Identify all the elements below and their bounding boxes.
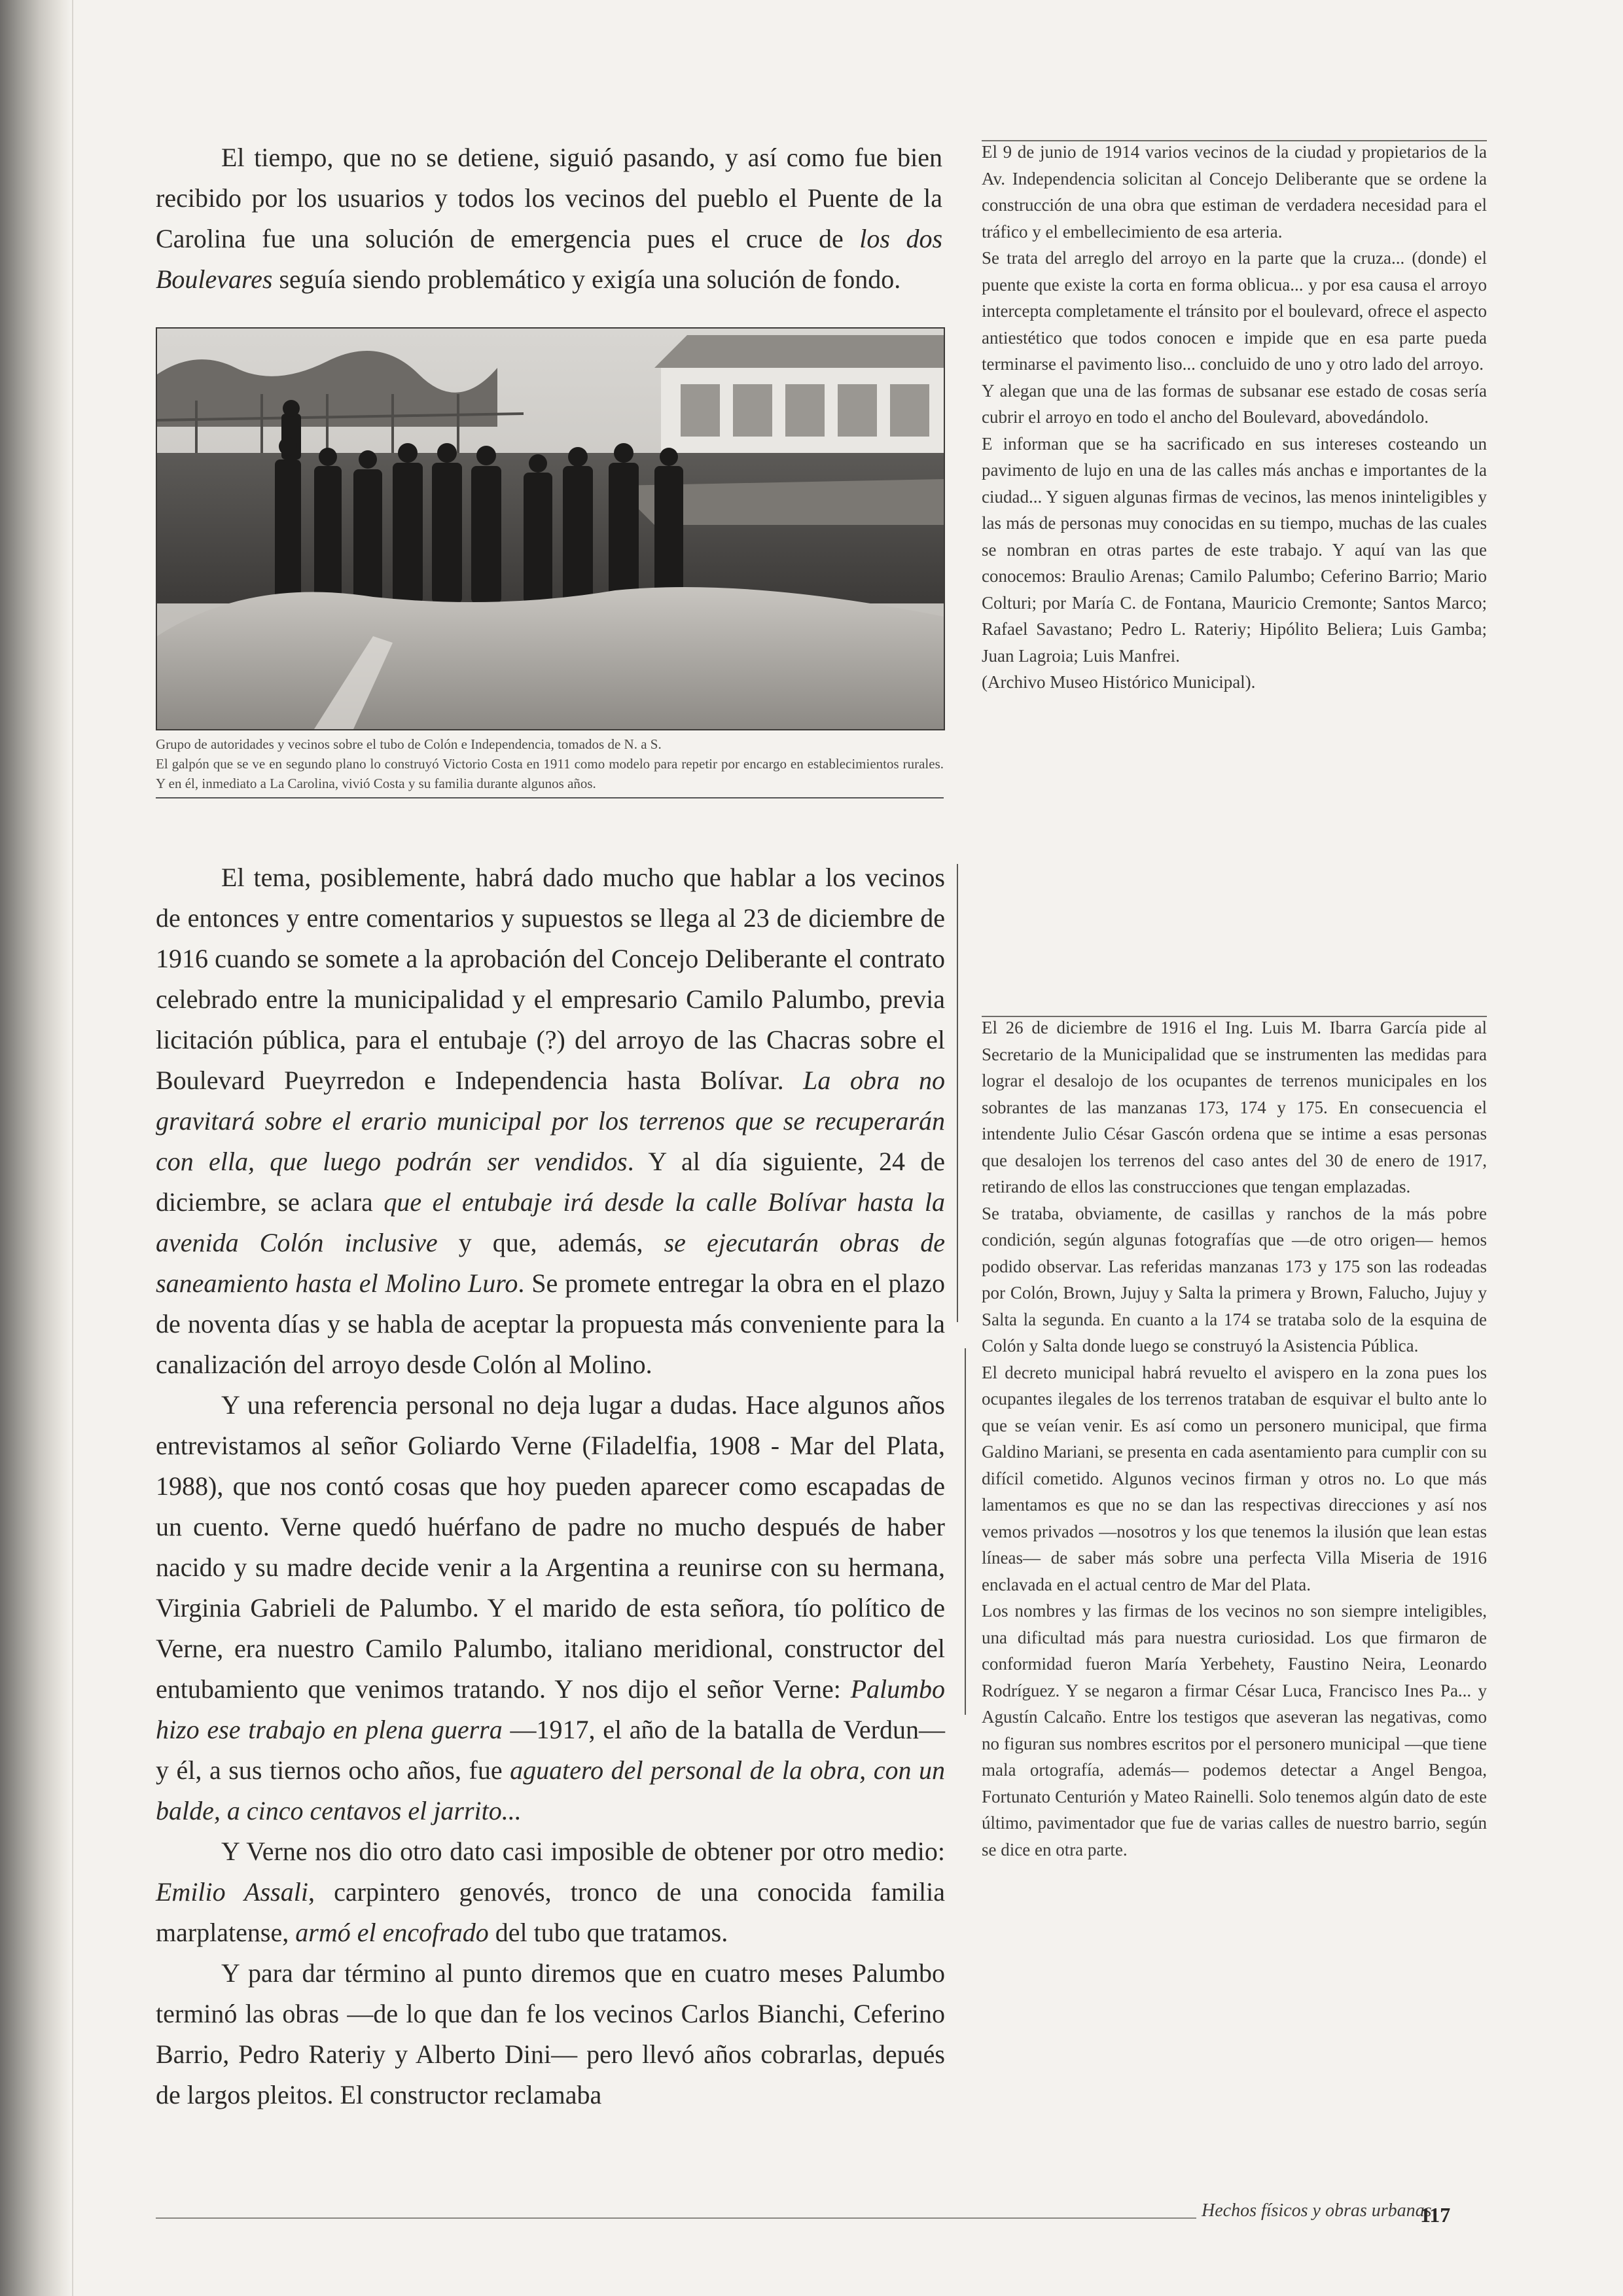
intro-italic: los dos Boulevares [156,224,943,294]
margin-bracket-2 [959,1348,966,1715]
intro-text-1: El tiempo, que no se detiene, siguió pasando, y así como fue bien recibido por los usuarios y todos los vecinos del pueblo el Puente de la Carolina fue una solución de emergencia pues el cruce de [156,143,942,253]
intro-paragraph [156,137,942,300]
sidebar-top [982,139,1487,696]
main-body [156,857,945,2115]
page-edge [72,0,73,2296]
sidebar-bottom-p3: El decreto municipal habrá revuelto el avispero en la zona pues los ocupantes ilegales de los terrenos trataban de esquivar el bulto ante lo que se veían venir. Es así como un personero municipal, que firma Galdino Mariani, se presenta en cada asentamiento para cumplir con su difícil cometido. Algunos vecinos firman y otros no. Lo que más lamentamos es que no se dan las respectivas direcciones y así nos vemos privados —nosotros y los que tenemos la ilusión que lean estas líneas— de saber más sobre una perfecta Villa Miseria de 1916 enclavada en el actual centro de Mar del Plata. [982,1362,1487,1594]
photo-illustration [157,329,944,729]
caption-line-2: El galpón que se ve en segundo plano lo construyó Victorio Costa en 1911 como modelo para repetir por encargo en establecimientos rurales. Y en él, inmediato a La Carolina, vivió Costa y su familia durante algunos años. [156,756,944,791]
main-paragraph-2: Y una referencia personal no deja lugar a dudas. Hace algunos años entrevistamos al señor Goliardo Verne (Filadelfia, 1908 - Mar del Plata, 1988), que nos contó cosas que hoy pueden aparecer como escapadas de un cuento. Verne quedó huérfano de padre no mucho después de haber nacido y su madre decide venir a la Argentina a reunirse con su hermana, Virginia Gabrieli de Palumbo. Y el marido de esta señora, tío político de Verne, era nuestro Camilo Palumbo, italiano meridional, constructor del entubamiento que venimos tratando. Y nos dijo el señor Verne: Palumbo hizo ese trabajo en plena guerra —1917, el año de la batalla de Verdun— y él, a sus tiernos ocho años, fue aguatero del personal de la obra, con un balde, a cinco centavos el jarrito... [156,1390,946,1825]
intro-text-2: seguía siendo problemático y exigía una solución de fondo. [272,264,901,294]
page-number: 117 [1420,2203,1451,2227]
sidebar-bottom-p4: Los nombres y las firmas de los vecinos no son siempre inteligibles, una dificultad más para nuestra curiosidad. Los que firmaron de conformidad fueron María Yerbehety, Faustino Neira, Leonardo Rodríguez. Y se negaron a firmar César Luca, Francisco Ines Pa... y Agustín Calcaño. Entre los testigos que aseveran las negativas, como no figuran sus nombres escritos por el personero municipal —que tiene mala ortografía, además— podemos detectar a Angel Bengoa, Fortunato Centurión y Mateo Rainelli. Solo tenemos algún dato de este último, pavimentador que fue de varias calles de nuestro barrio, según se dice en otra parte. [982,1601,1487,1859]
sidebar-top-p1: El 9 de junio de 1914 varios vecinos de la ciudad y propietarios de la Av. Independencia solicitan al Concejo Deliberante que se ordene la construcción de una obra que estiman de verdadera necesidad para el tráfico y el embellecimiento de esa arteria. [982,142,1487,242]
sidebar-top-p4: E informan que se ha sacrificado en sus intereses costeando un pavimento de lujo en una de las calles más anchas e importantes de la ciudad... Y siguen algunas firmas de vecinos, las menos ininteligibles y las más de personas muy conocidas en su tiempo, muchas de las cuales se nombran en otras partes de este trabajo. Y aquí van las que conocemos: Braulio Arenas; Camilo Palumbo; Ceferino Barrio; Mario Colturi; por María C. de Fontana, Mauricio Cremonte; Santos Marco; Rafael Savastano; Pedro L. Rateriy; Hipólito Beliera; Luis Gamba; Juan Lagroia; Luis Manfrei. [982,433,1487,666]
main-paragraph-1: El tema, posiblemente, habrá dado mucho que hablar a los vecinos de entonces y entre comentarios y supuestos se llega al 23 de diciembre de 1916 cuando se somete a la aprobación del Concejo Deliberante el contrato celebrado entre la municipalidad y el empresario Camilo Palumbo, previa licitación pública, para el entubaje (?) del arroyo de las Chacras sobre el Boulevard Pueyrredon e Independencia hasta Bolívar. La obra no gravitará sobre el erario municipal por los terrenos que se recuperarán con ella, que luego podrán ser vendidos. Y al día siguiente, 24 de diciembre, se aclara que el entubaje irá desde la calle Bolívar hasta la avenida Colón inclusive y que, además, se ejecutarán obras de saneamiento hasta el Molino Luro. Se promete entregar la obra en el plazo de noventa días y se habla de aceptar la propuesta más conveniente para la canalización del arroyo desde Colón al Molino. [156,863,946,1379]
sidebar-top-p5: (Archivo Museo Histórico Municipal). [982,672,1256,692]
footer-section-title: Hechos físicos y obras urbanas [1202,2200,1432,2221]
historical-photo [156,327,945,730]
main-paragraph-4: Y para dar término al punto diremos que en cuatro meses Palumbo terminó las obras —de lo que dan fe los vecinos Carlos Bianchi, Ceferino Barrio, Pedro Rateriy y Alberto Dini— pero llevó años cobrarlas, depués de largos pleitos. El constructor reclamaba [156,1958,945,2109]
book-gutter-shadow [0,0,72,2296]
sidebar-bottom-p1: El 26 de diciembre de 1916 el Ing. Luis M. Ibarra García pide al Secretario de la Municipalidad que se instrumenten las medidas para lograr el desalojo de los ocupantes de terrenos municipales en los sobrantes de las manzanas 173, 174 y 175. En consecuencia el intendente Julio César Gascón ordena que se intime a esas personas que desalojen los terrenos del caso antes del 30 de enero de 1917, retirando de ellos las construcciones que tengan emplazadas. [982,1018,1487,1196]
photo-shed-windows [681,384,929,437]
main-paragraph-3: Y Verne nos dio otro dato casi imposible de obtener por otro medio: Emilio Assali, carpintero genovés, tronco de una conocida familia marplatense, armó el encofrado del tubo que tratamos. [156,1837,945,1947]
footer-rule [156,2217,1196,2219]
caption-line-1: Grupo de autoridades y vecinos sobre el tubo de Colón e Independencia, tomados de N. a S. [156,736,662,752]
sidebar-top-p2: Se trata del arreglo del arroyo en la parte que la cruza... (donde) el puente que existe la corta en forma oblicua... y por esa causa el arroyo intercepta completamente el tránsito por el boulevard, ofrece el aspecto antiestético que todos conocen e impide que en esa parte pueda terminarse el pavimento liso... concluido de uno y otro lado del arroyo. [982,248,1487,374]
photo-caption [156,734,944,793]
margin-bracket-1 [950,864,958,1322]
sidebar-bottom-p2: Se trataba, obviamente, de casillas y ranchos de la más pobre condición, según algunas fotografías que —de otro origen— hemos podido observar. Las referidas manzanas 173 y 175 son las rodeadas por Colón, Brown, Jujuy y Salta la primera y Brown, Falucho, Jujuy y Salta la segunda. En cuanto a la 174 se trataba solo de la esquina de Colón y Salta donde luego se construyó la Asistencia Pública. [982,1203,1487,1355]
caption-rule [156,797,944,798]
sidebar-bottom [982,1014,1487,1863]
photo-tube-mound [157,587,944,729]
sidebar-top-p3: Y alegan que una de las formas de subsanar ese estado de cosas sería cubrir el arroyo en todo el ancho del Boulevard, abovedándolo. [982,380,1487,427]
photo-shed-roof [654,335,944,368]
